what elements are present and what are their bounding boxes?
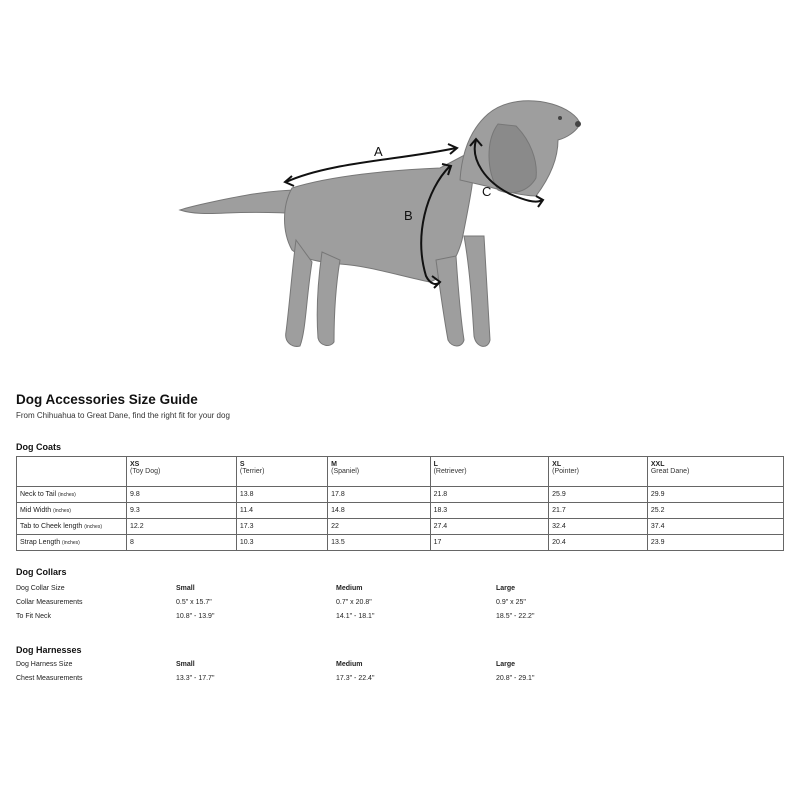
table-header-row <box>17 457 784 487</box>
harness-size-label: Dog Harness Size <box>16 661 73 668</box>
table-cell: 20.8" - 29.1" <box>496 675 535 682</box>
table-cell: 23.9 <box>647 535 783 551</box>
table-cell: 25.2 <box>647 503 783 519</box>
harness-size-medium: Medium <box>336 661 363 668</box>
table-cell: 0.9" x 25" <box>496 599 526 606</box>
table-row <box>17 487 784 503</box>
table-cell: 17 <box>430 535 549 551</box>
table-cell: 9.3 <box>127 503 237 519</box>
table-cell: 32.4 <box>549 519 648 535</box>
row-label: Chest Measurements <box>16 675 83 682</box>
collar-size-medium: Medium <box>336 585 363 592</box>
collar-size-large: Large <box>496 585 516 592</box>
size-header-m: M (Spaniel) <box>328 457 430 487</box>
table-cell: 18.3 <box>430 503 549 519</box>
row-label: Tab to Cheek length (inches) <box>17 519 127 535</box>
harness-size-large: Large <box>496 661 516 668</box>
collars-section-title: Dog Collars <box>16 567 67 577</box>
size-header-xxl: XXL Great Dane) <box>647 457 783 487</box>
table-cell: 37.4 <box>647 519 783 535</box>
size-header-l: L (Retriever) <box>430 457 549 487</box>
table-cell: 17.3" - 22.4" <box>336 675 375 682</box>
harness-size-small: Small <box>176 661 195 668</box>
dog-measurement-diagram <box>0 0 800 370</box>
table-corner-cell <box>17 457 127 487</box>
table-cell: 27.4 <box>430 519 549 535</box>
table-cell: 13.3" - 17.7" <box>176 675 215 682</box>
table-cell: 22 <box>328 519 430 535</box>
table-cell: 14.1" - 18.1" <box>336 613 375 620</box>
row-label: To Fit Neck <box>16 613 52 620</box>
row-label: Neck to Tail (inches) <box>17 487 127 503</box>
table-cell: 20.4 <box>549 535 648 551</box>
table-cell: 21.7 <box>549 503 648 519</box>
table-cell: 14.8 <box>328 503 430 519</box>
page-title: Dog Accessories Size Guide <box>16 392 198 407</box>
size-header-xs: XS (Toy Dog) <box>127 457 237 487</box>
table-row <box>17 519 784 535</box>
table-cell: 8 <box>127 535 237 551</box>
collar-size-label: Dog Collar Size <box>16 585 65 592</box>
table-cell: 25.9 <box>549 487 648 503</box>
dog-illustration <box>180 101 581 347</box>
table-row <box>17 535 784 551</box>
row-label: Collar Measurements <box>16 599 83 606</box>
table-cell: 10.8" - 13.9" <box>176 613 215 620</box>
table-cell: 12.2 <box>127 519 237 535</box>
table-cell: 13.5 <box>328 535 430 551</box>
table-cell: 13.8 <box>236 487 327 503</box>
size-header-xl: XL (Pointer) <box>549 457 648 487</box>
label-c: C <box>482 184 492 199</box>
table-row <box>17 503 784 519</box>
table-cell: 21.8 <box>430 487 549 503</box>
table-cell: 29.9 <box>647 487 783 503</box>
label-b: B <box>404 208 413 223</box>
table-cell: 11.4 <box>236 503 327 519</box>
table-cell: 17.3 <box>236 519 327 535</box>
table-cell: 17.8 <box>328 487 430 503</box>
table-cell: 9.8 <box>127 487 237 503</box>
collar-size-small: Small <box>176 585 195 592</box>
label-a: A <box>374 144 383 159</box>
row-label: Strap Length (inches) <box>17 535 127 551</box>
table-cell: 0.5" x 15.7" <box>176 599 212 606</box>
harnesses-section-title: Dog Harnesses <box>16 645 82 655</box>
row-label: Mid Width (inches) <box>17 503 127 519</box>
coats-size-table <box>16 456 784 551</box>
table-cell: 10.3 <box>236 535 327 551</box>
page-subtitle: From Chihuahua to Great Dane, find the right fit for your dog <box>16 411 230 420</box>
size-header-s: S (Terrier) <box>236 457 327 487</box>
table-cell: 18.5" - 22.2" <box>496 613 535 620</box>
table-cell: 0.7" x 20.8" <box>336 599 372 606</box>
coats-section-title: Dog Coats <box>16 442 61 452</box>
